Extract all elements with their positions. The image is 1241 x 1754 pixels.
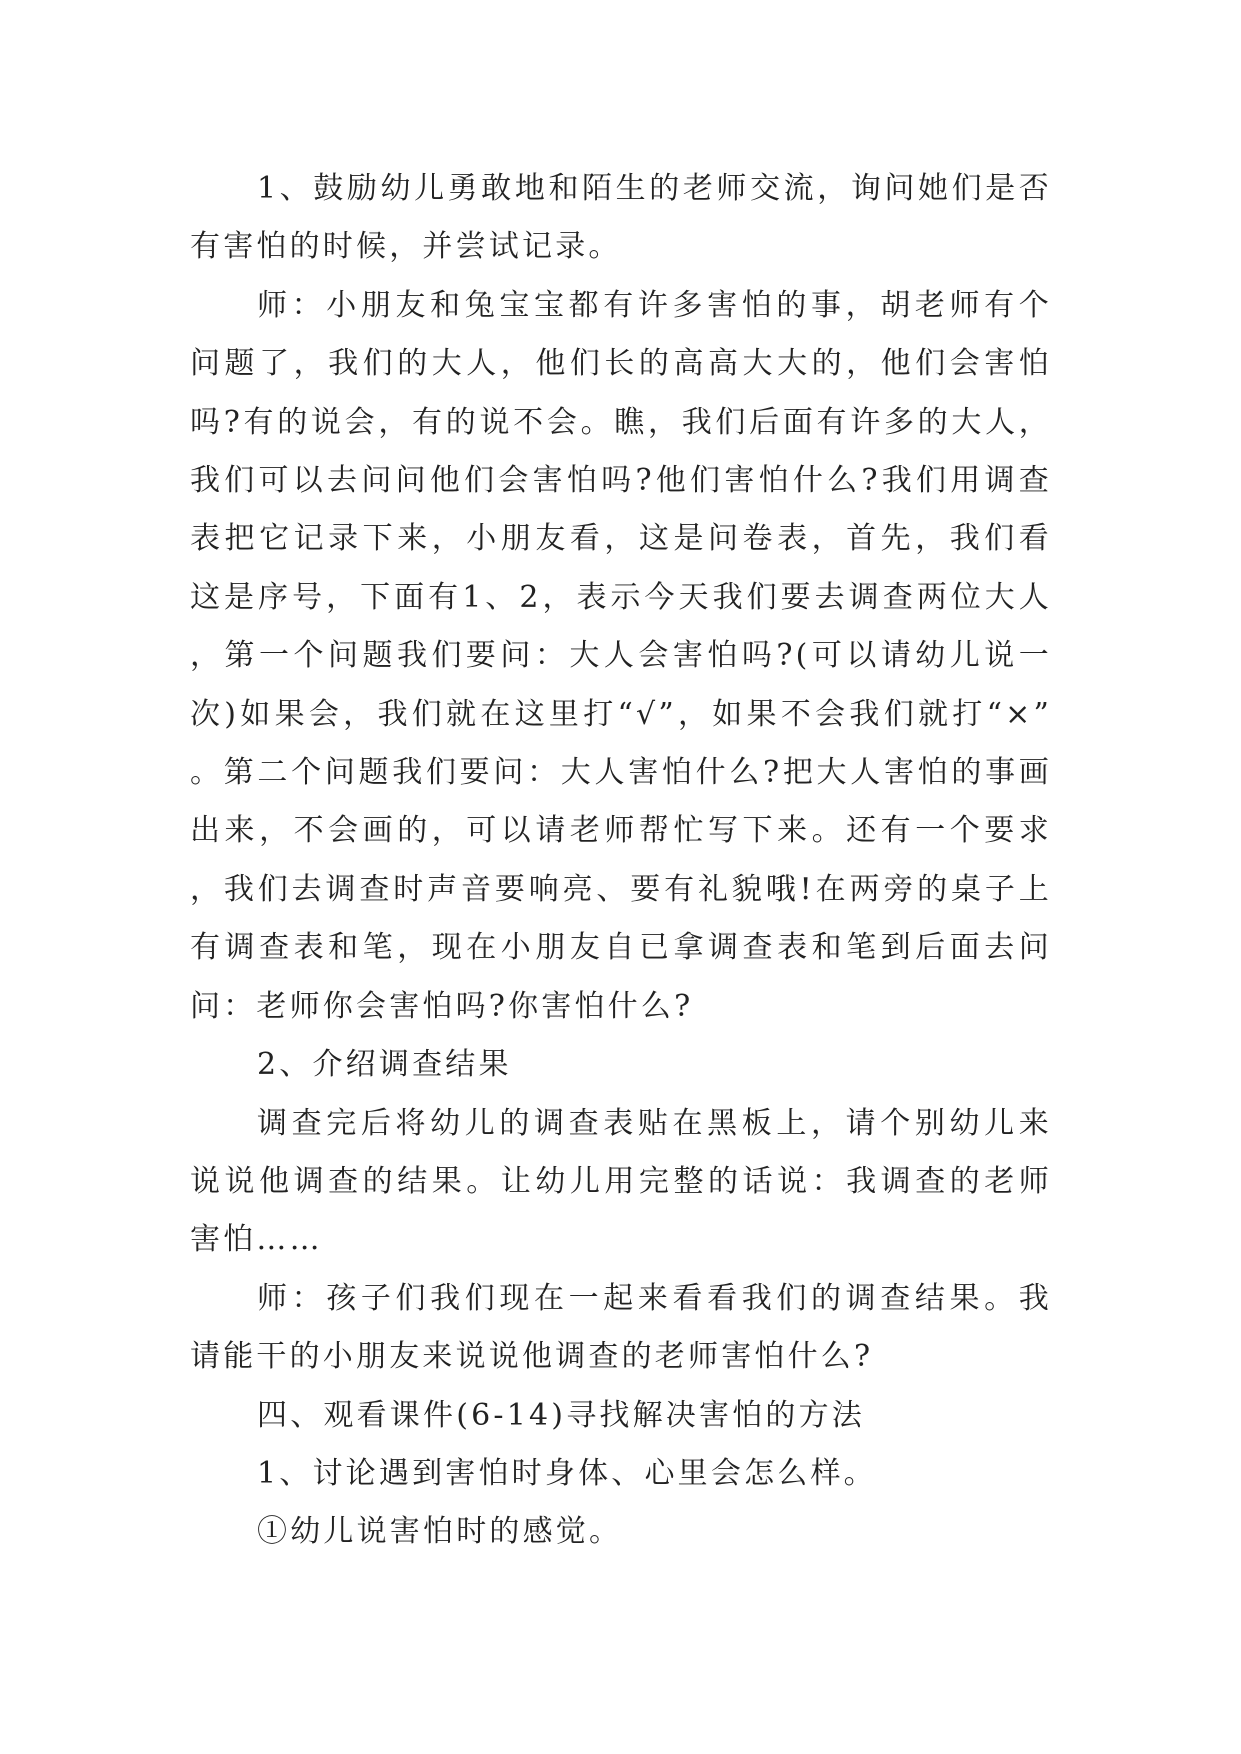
paragraph-discussion: 1、讨论遇到害怕时身体、心里会怎么样。	[257, 1455, 877, 1491]
document-body	[190, 160, 1052, 1562]
paragraph-section-4-heading: 四、观看课件(6-14)寻找解决害怕的方法	[257, 1397, 866, 1433]
paragraph-teacher-review: 师：孩子们我们现在一起来看看我们的调查结果。我请能干的小朋友来说说他调查的老师害怕什么?	[190, 1280, 1052, 1375]
paragraph-feelings: ①幼儿说害怕时的感觉。	[257, 1514, 623, 1550]
paragraph-survey-results: 调查完后将幼儿的调查表贴在黑板上，请个别幼儿来说说他调查的结果。让幼儿用完整的话说：我调查的老师害怕……	[190, 1105, 1052, 1258]
paragraph-step-2-heading: 2、介绍调查结果	[257, 1047, 512, 1083]
paragraph-teacher-instructions: 师：小朋友和兔宝宝都有许多害怕的事，胡老师有个问题了，我们的大人，他们长的高高大大的，他们会害怕吗?有的说会，有的说不会。瞧，我们后面有许多的大人，我们可以去问问他们会害怕吗?他们害怕什么?我们用调查表把它记录下来，小朋友看，这是问卷表，首先，我们看这是序号，下面有1、2，表示今天我们要去调查两位大人，第一个问题我们要问：大人会害怕吗?(可以请幼儿说一次)如果会，我们就在这里打“√”，如果不会我们就打“×”。第二个问题我们要问：大人害怕什么?把大人害怕的事画出来，不会画的，可以请老师帮忙写下来。还有一个要求，我们去调查时声音要响亮、要有礼貌哦!在两旁的桌子上有调查表和笔，现在小朋友自已拿调查表和笔到后面去问问：老师你会害怕吗?你害怕什么?	[190, 287, 1052, 1024]
paragraph-encourage-communication: 1、鼓励幼儿勇敢地和陌生的老师交流，询问她们是否有害怕的时候，并尝试记录。	[190, 171, 1052, 265]
